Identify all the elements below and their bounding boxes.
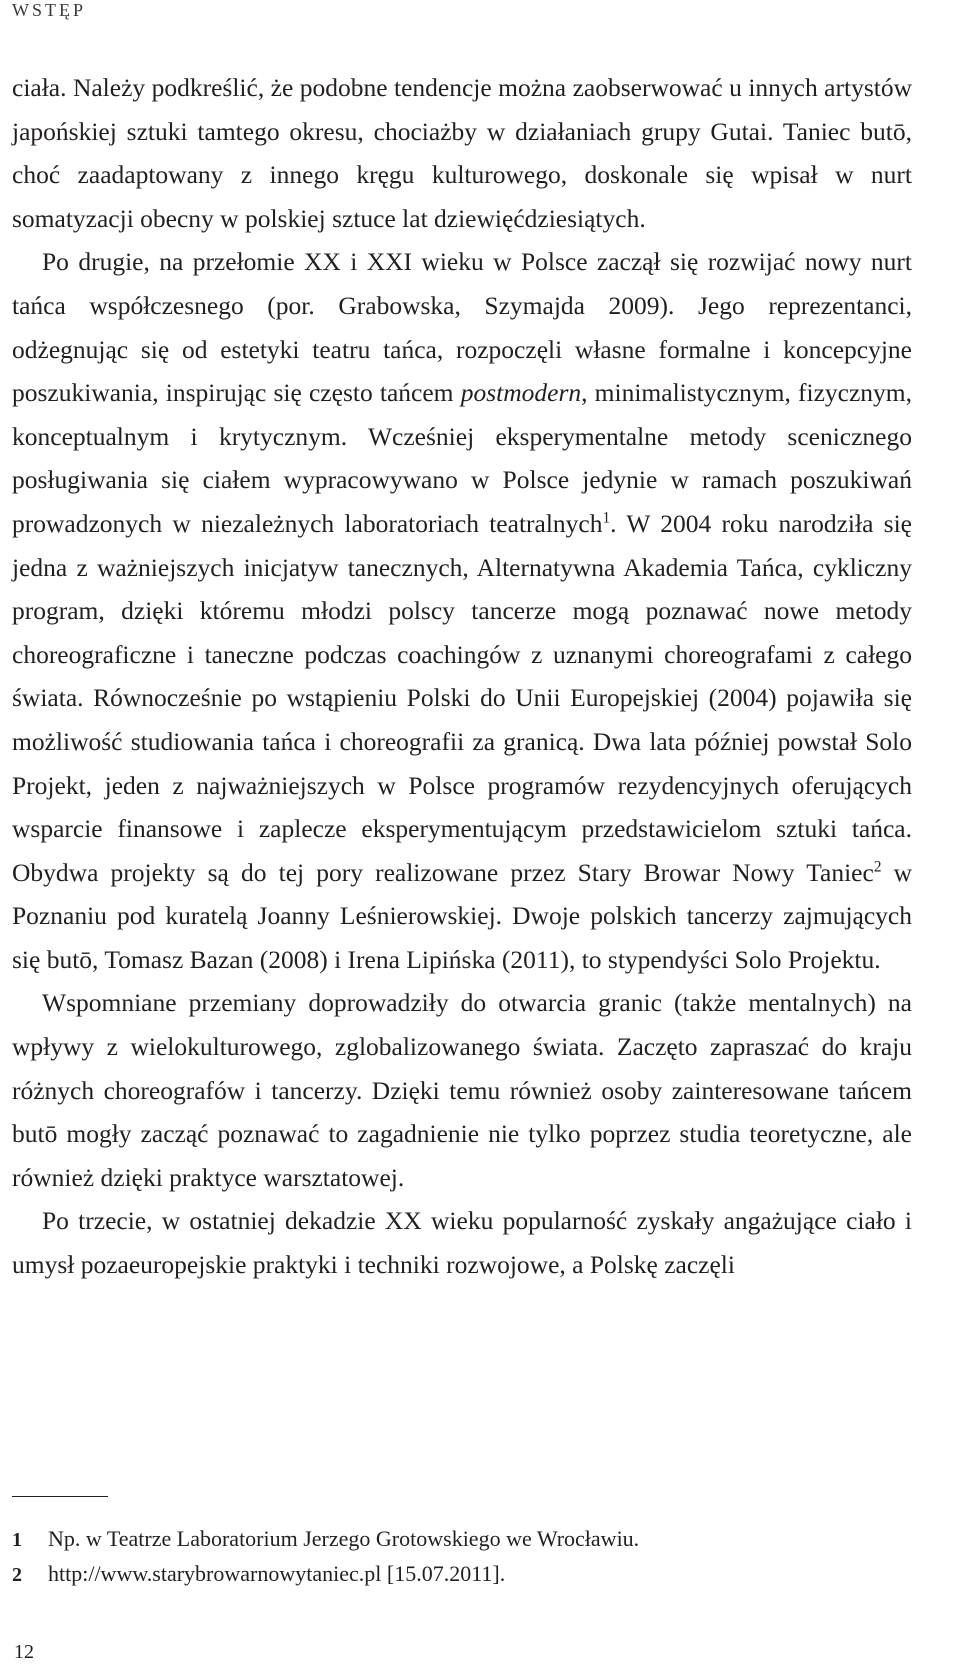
body-text	[12, 66, 912, 1287]
paragraph-2-text-b: , minimalistycznym, fizycznym, konceptualnym i krytycznym. Wcześniej eksperymentalne metody scenicznego posługiwania się ciałem wypracowywano w Polsce jedynie w ramach poszukiwań prowadzonych w niezależnych laboratoriach teatralnych	[12, 378, 913, 538]
footnotes	[12, 1522, 912, 1592]
italic-term: postmodern	[460, 378, 582, 408]
footnote-divider	[12, 1496, 108, 1497]
footnote-2	[12, 1557, 912, 1592]
footnote-link[interactable]: http://www.starybrowarnowytaniec.pl [15.07.2011].	[48, 1561, 506, 1586]
paragraph-2-text-c: . W 2004 roku narodziła się jedna z ważniejszych inicjatyw tanecznych, Alternatywna Akademia Tańca, cykliczny program, dzięki któremu młodzi polscy tancerze mogą poznawać nowe metody choreograficzne i taneczne podczas coachingów z uznanymi choreografami z całego świata. Równocześnie po wstąpieniu Polski do Unii Europejskiej (2004) pojawiła się możliwość studiowania tańca i choreografii za granicą. Dwa lata później powstał Solo Projekt, jeden z najważniejszych w Polsce programów rezydencyjnych oferujących wsparcie finansowe i zaplecze eksperymentującym przedstawicielom sztuki tańca. Obydwa projekty są do tej pory realizowane przez Stary Browar Nowy Taniec	[12, 508, 912, 887]
paragraph-4: Po trzecie, w ostatniej dekadzie XX wieku popularność zyskały angażujące ciało i umysł pozaeuropejskie praktyki i techniki rozwojowe, a Polskę zaczęli	[12, 1206, 912, 1280]
paragraph-2-text-a: Po drugie, na przełomie XX i XXI wieku w Polsce zaczął się rozwijać nowy nurt tańca współczesnego (por. Grabowska, Szymajda 2009). Jego reprezentanci, odżegnując się od estetyki teatru tańca, rozpoczęli własne formalne i koncepcyjne poszukiwania, inspirując się często tańcem	[12, 247, 912, 408]
paragraph-2-text-d: w Poznaniu pod kuratelą Joanny Leśnierowskiej. Dwoje polskich tancerzy zajmujących się butō, Tomasz Bazan (2008) i Irena Lipińska (2011), to stypendyści Solo Projektu.	[12, 857, 913, 974]
page-number: 12	[14, 1641, 34, 1663]
running-head: WSTĘP	[12, 0, 87, 20]
footnote-ref-1[interactable]: 1	[602, 509, 611, 527]
paragraph-2	[12, 240, 912, 981]
footnote-ref-2[interactable]: 2	[873, 858, 882, 876]
footnote-number: 1	[12, 1529, 22, 1551]
paragraph-3: Wspomniane przemiany doprowadziły do otwarcia granic (także mentalnych) na wpływy z wielokulturowego, zglobalizowanego świata. Zaczęto zapraszać do kraju różnych choreografów i tancerzy. Dzięki temu również osoby zainteresowane tańcem butō mogły zacząć poznawać to zagadnienie nie tylko poprzez studia teoretyczne, ale również dzięki praktyce warsztatowej.	[12, 988, 912, 1192]
footnote-1	[12, 1522, 912, 1557]
footnote-number: 2	[12, 1564, 22, 1586]
footnote-text: Np. w Teatrze Laboratorium Jerzego Grotowskiego we Wrocławiu.	[48, 1526, 640, 1551]
paragraph-1: ciała. Należy podkreślić, że podobne tendencje można zaobserwować u innych artystów japońskiej sztuki tamtego okresu, chociażby w działaniach grupy Gutai. Taniec butō, choć zaadaptowany z innego kręgu kulturowego, doskonale się wpisał w nurt somatyzacji obecny w polskiej sztuce lat dziewięćdziesiątych.	[12, 73, 912, 233]
